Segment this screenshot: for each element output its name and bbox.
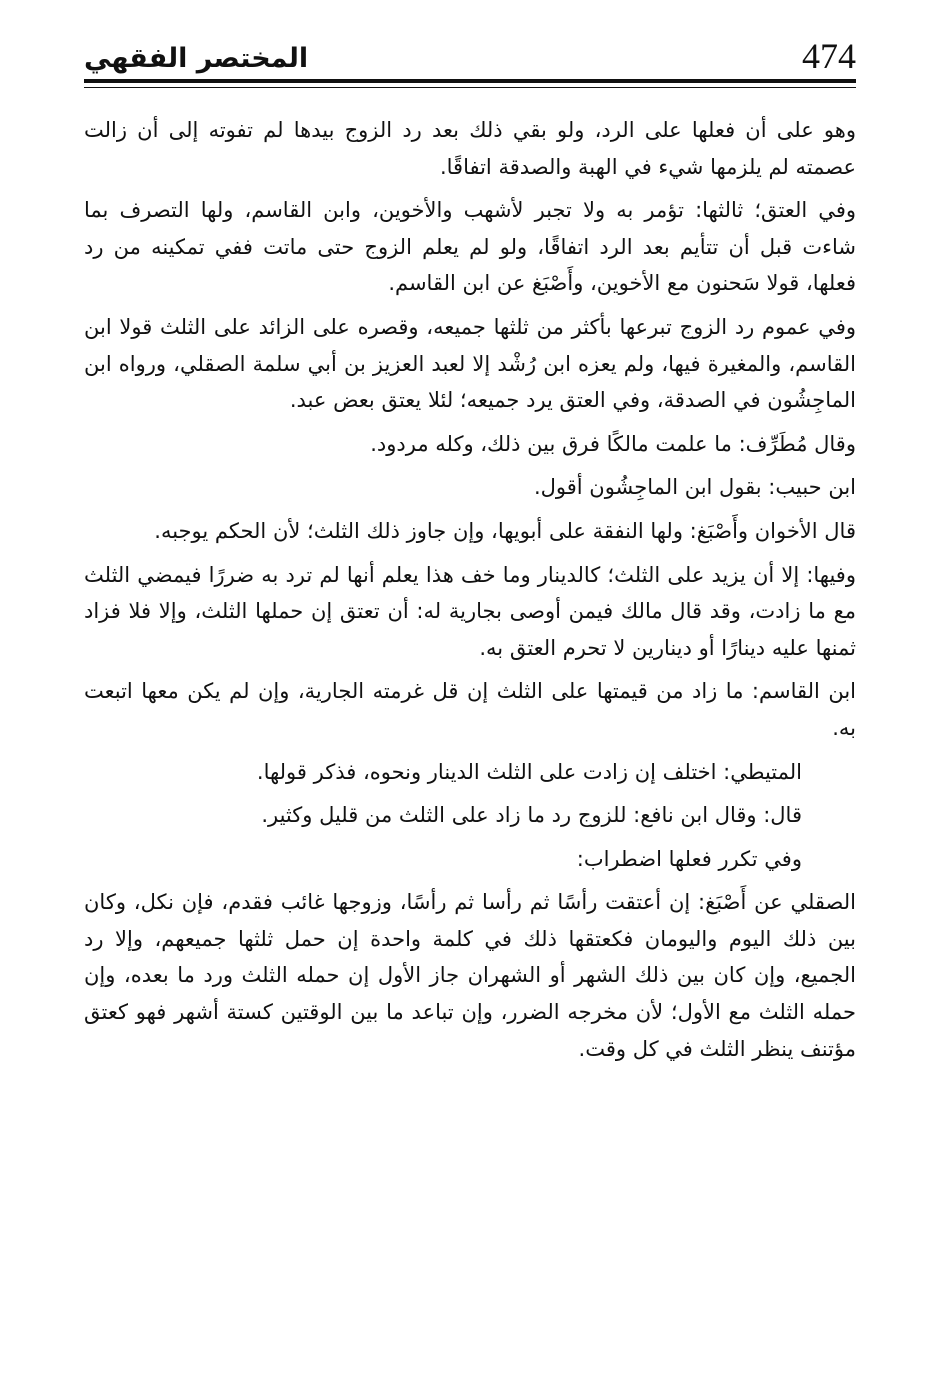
paragraph: قال: وقال ابن نافع: للزوج رد ما زاد على الثلث من قليل وكثير. (261, 803, 802, 828)
page-header (84, 30, 856, 76)
paragraph: الصقلي عن أَصْبَغ: إن أعتقت رأسًا ثم رأسا ثم رأسًا، وزوجها غائب فقدم، فإن نكل، وكان بين ذلك اليوم واليومان فكعتقها ذلك في كلمة واحدة إن حمل ثلثها جميعهم، وإلا رد الجميع، وإن كان بين ذلك الشهر أو الشهران جاز الأول إن حمله الثلث ورد ما بعده، وإن حمله الثلث مع الأول؛ لأن مخرجه الضرر، وإن تباعد ما بين الوقتين كستة أشهر فهو كعتق مؤتنف ينظر الثلث في كل وقت. (84, 890, 856, 1061)
body-text (84, 112, 856, 1074)
paragraph: ابن القاسم: ما زاد من قيمتها على الثلث إن قل غرمته الجارية، وإن لم يكن معها اتبعت به. (84, 679, 856, 740)
page-number: 474 (802, 36, 856, 76)
paragraph: وفي تكرر فعلها اضطراب: (576, 846, 802, 871)
paragraph: ابن حبيب: بقول ابن الماجِشُون أقول. (533, 475, 856, 500)
paragraph: وفي العتق؛ ثالثها: تؤمر به ولا تجبر لأشهب والأخوين، وابن القاسم، ولها التصرف بما شاءت قبل أن تتأيم بعد الرد اتفاقًا، ولو لم يعلم الزوج حتى ماتت ففي تمكينه من رد فعلها، قولا سَحنون مع الأخوين، وأَصْبَغ عن ابن القاسم. (84, 198, 856, 296)
running-title: المختصر الفقهي (84, 43, 309, 74)
paragraph: وهو على أن فعلها على الرد، ولو بقي ذلك بعد رد الزوج بيدها لم تفوته إلى أن زالت عصمته لم يلزمها شيء في الهبة والصدقة اتفاقًا. (84, 118, 856, 179)
header-rule-thin (84, 87, 856, 88)
paragraph: المتيطي: اختلف إن زادت على الثلث الدينار ونحوه، فذكر قولها. (256, 759, 802, 784)
paragraph: وفيها: إلا أن يزيد على الثلث؛ كالدينار وما خف هذا يعلم أنها لم ترد به ضررًا فيمضي الثلث مع ما زادت، وقد قال مالك فيمن أوصى بجارية له: أن تعتق إن حملها الثلث، وإلا فلا فزاد ثمنها عليه دينارًا أو دينارين لا تحرم العتق به. (84, 562, 856, 660)
header-rule-thick (84, 79, 856, 83)
paragraph: وقال مُطَرِّف: ما علمت مالكًا فرق بين ذلك، وكله مردود. (370, 431, 856, 456)
paragraph: وفي عموم رد الزوج تبرعها بأكثر من ثلثها جميعه، وقصره على الزائد على الثلث قولا ابن القاسم، والمغيرة فيها، ولم يعزه ابن رُشْد إلا لعبد العزيز بن أبي سلمة الصقلي، ورواه ابن الماجِشُون في الصدقة، وفي العتق يرد جميعه؛ لئلا يعتق بعض عبد. (84, 314, 856, 413)
paragraph: قال الأخوان وأَصْبَغ: ولها النفقة على أبويها، وإن جاوز ذلك الثلث؛ لأن الحكم يوجبه. (154, 518, 856, 543)
